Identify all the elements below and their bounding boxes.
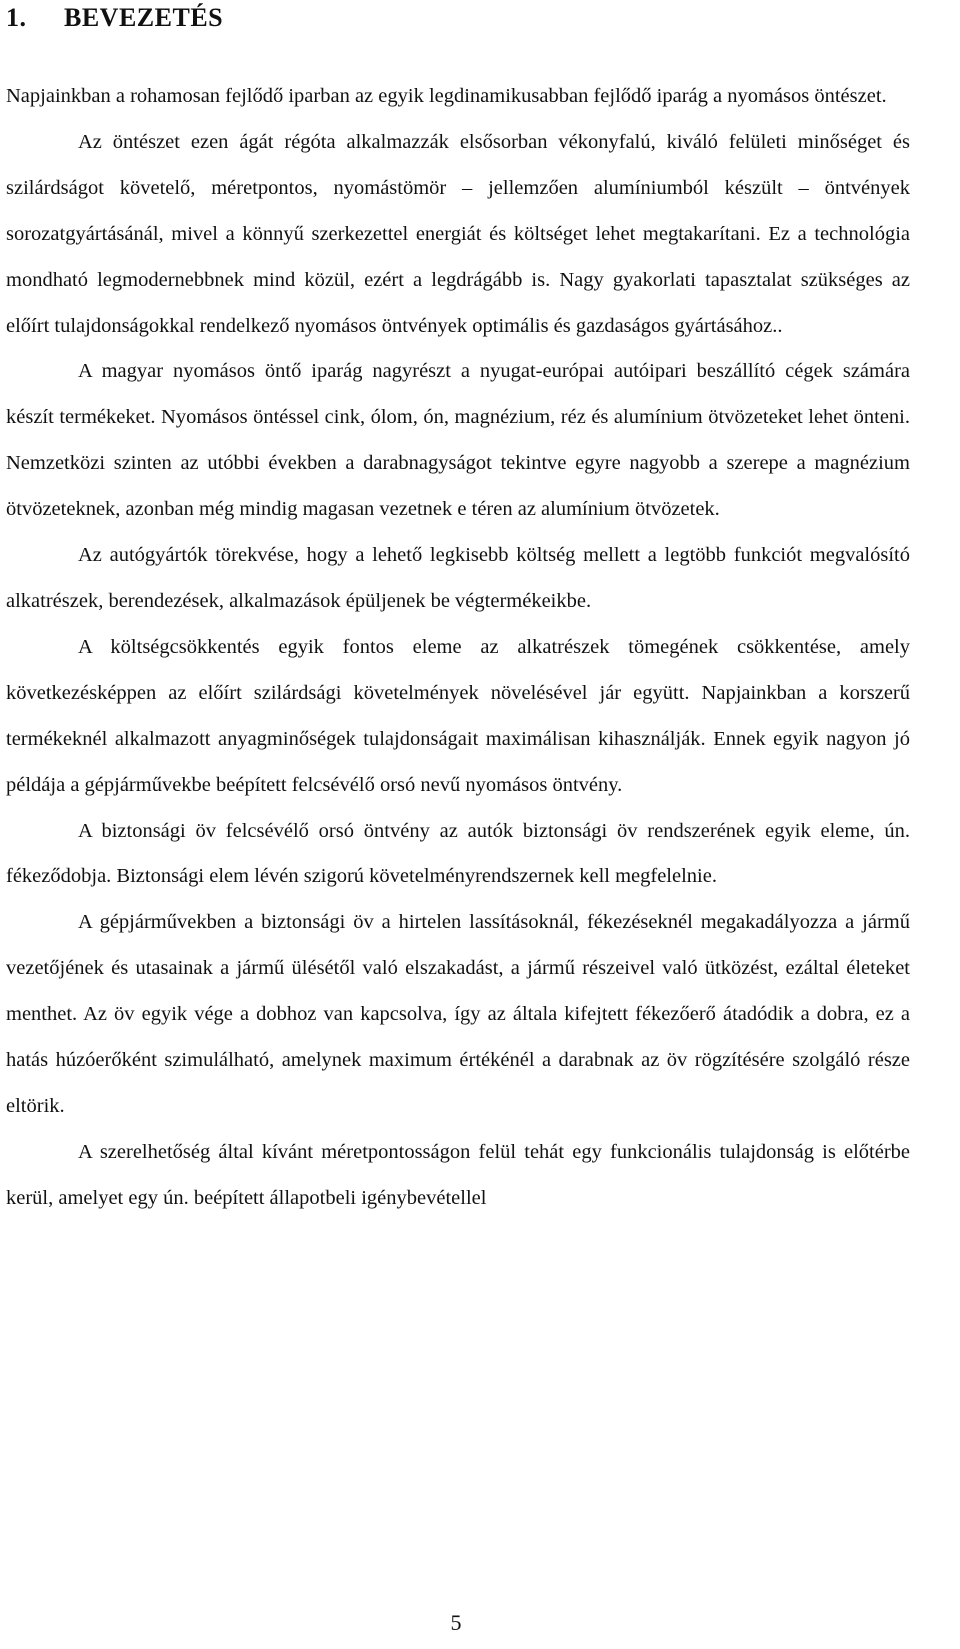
- body-text: [6, 74, 910, 1222]
- paragraph-cost-reduction: A költségcsökkentés egyik fontos eleme az alkatrészek tömegének csökkentése, amely következésképpen az előírt szilárdsági követelmények növelésével jár együtt. Napjainkban a korszerű termékeknél alkalmazott anyagminőségek tulajdonságait maximálisan kihasználják. Ennek egyik nagyon jó példája a gépjárművekbe beépített felcsévélő orsó nevű nyomásos öntvény.: [6, 635, 910, 796]
- paragraph-seatbelt-spool: A biztonsági öv felcsévélő orsó öntvény az autók biztonsági öv rendszerének egyik eleme, ún. fékeződobja. Biztonsági elem lévén szigorú követelményrendszernek kell megfelelnie.: [6, 819, 910, 888]
- section-number: 1.: [6, 3, 27, 32]
- paragraph-automakers: Az autógyártók törekvése, hogy a lehető legkisebb költség mellett a legtöbb funkciót megvalósító alkatrészek, berendezések, alkalmazások épüljenek be végtermékeikbe.: [6, 544, 910, 612]
- paragraph-technology: Az öntészet ezen ágát régóta alkalmazzák elsősorban vékonyfalú, kiváló felületi minőséget és szilárdságot követelő, méretpontos, nyomástömör – jellemzően alumíniumból készült – öntvények sorozatgyártásánál, mivel a könnyű szerkezettel energiát és költséget lehet megtakarítani. Ez a technológia mondható legmodernebbnek mind közül, ezért a legdrágább is. Nagy gyakorlati tapasztalat szükséges az előírt tulajdonságokkal rendelkező nyomásos öntvények optimális és gazdaságos gyártásához..: [6, 130, 910, 337]
- paragraph-assembly: A szerelhetőség által kívánt méretpontosságon felül tehát egy funkcionális tulajdonság is előtérbe kerül, amelyet egy ún. beépített állapotbeli igénybevétellel: [6, 1140, 910, 1209]
- section-heading: [6, 0, 910, 40]
- paragraph-intro: Napjainkban a rohamosan fejlődő iparban az egyik legdinamikusabban fejlődő iparág a nyomásos öntészet.: [6, 85, 887, 107]
- paragraph-seatbelt-function: A gépjárművekben a biztonsági öv a hirtelen lassításoknál, fékezéseknél megakadályozza a jármű vezetőjének és utasainak a jármű ülésétől való elszakadást, a jármű részeivel való ütközést, ezáltal életeket menthet. Az öv egyik vége a dobhoz van kapcsolva, így az általa kifejtett fékezőerő átadódik a dobra, ez a hatás húzóerőként szimulálható, amelynek maximum értékénél a darabnak az öv rögzítésére szolgáló része eltörik.: [6, 911, 910, 1117]
- section-title: BEVEZETÉS: [64, 3, 224, 32]
- page-number: 5: [450, 1610, 462, 1635]
- paragraph-industry: A magyar nyomásos öntő iparág nagyrészt a nyugat-európai autóipari beszállító cégek számára készít termékeket. Nyomásos öntéssel cink, ólom, ón, magnézium, réz és alumínium ötvözeteket lehet önteni. Nemzetközi szinten az utóbbi években a darabnagyságot tekintve egyre nagyobb a szerepe a magnézium ötvözeteknek, azonban még mindig magasan vezetnek e téren az alumínium ötvözetek.: [6, 360, 910, 521]
- document-page: [6, 0, 910, 1222]
